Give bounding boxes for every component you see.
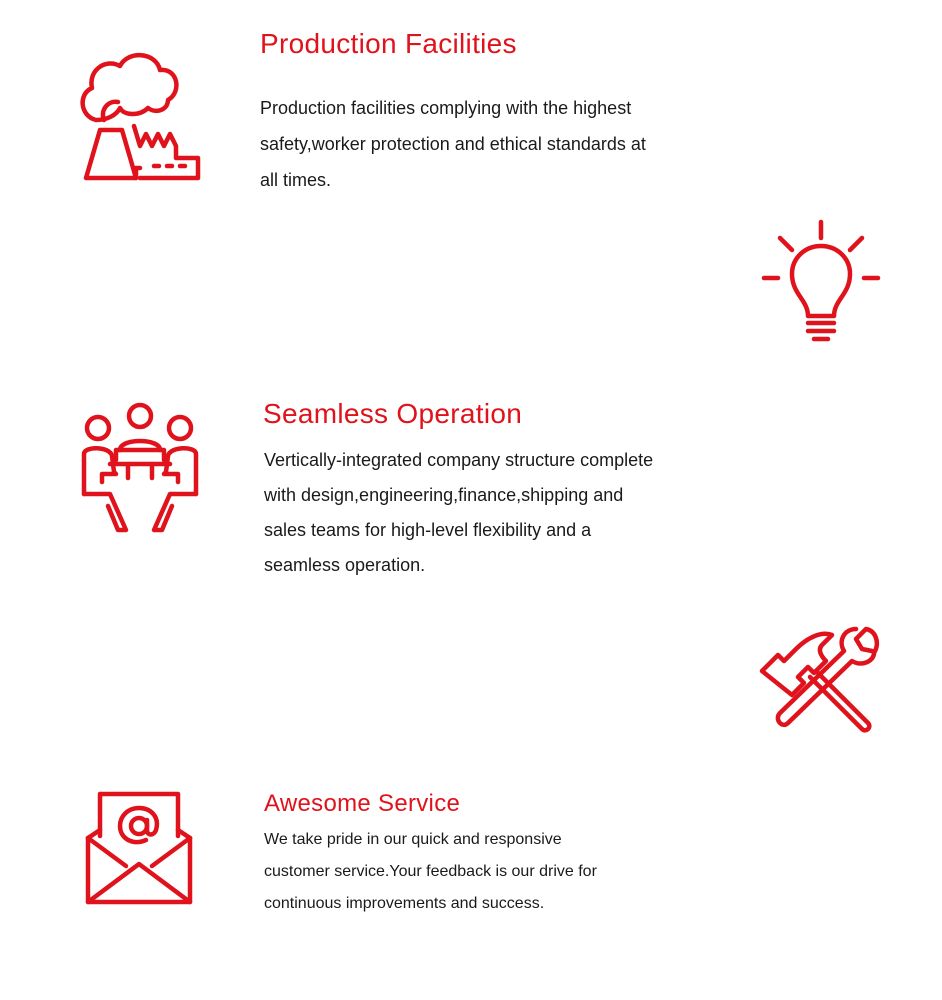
description-line: safety,worker protection and ethical standards at bbox=[260, 134, 646, 154]
factory-icon bbox=[78, 50, 203, 185]
feature-title: Production Facilities bbox=[260, 28, 517, 59]
feature-description bbox=[264, 443, 653, 583]
description-line: We take pride in our quick and responsive bbox=[264, 831, 562, 848]
feature-title: Seamless Operation bbox=[263, 398, 523, 429]
description-line: Production facilities complying with the highest bbox=[260, 98, 632, 118]
hammer-wrench-icon bbox=[760, 625, 885, 735]
feature-description bbox=[260, 90, 646, 198]
description-line: all times. bbox=[260, 170, 332, 190]
email-envelope-icon bbox=[86, 792, 196, 904]
team-meeting-icon bbox=[80, 402, 200, 534]
feature-description bbox=[264, 824, 597, 920]
description-line: Vertically-integrated company structure complete bbox=[264, 450, 654, 470]
description-line: sales teams for high-level flexibility and a bbox=[264, 520, 592, 540]
feature-title: Awesome Service bbox=[264, 790, 461, 817]
lightbulb-icon bbox=[760, 220, 885, 345]
description-line: customer service.Your feedback is our drive for bbox=[264, 863, 597, 880]
description-line: seamless operation. bbox=[264, 555, 426, 575]
description-line: with design,engineering,finance,shipping and bbox=[264, 485, 624, 505]
description-line: continuous improvements and success. bbox=[264, 895, 545, 912]
